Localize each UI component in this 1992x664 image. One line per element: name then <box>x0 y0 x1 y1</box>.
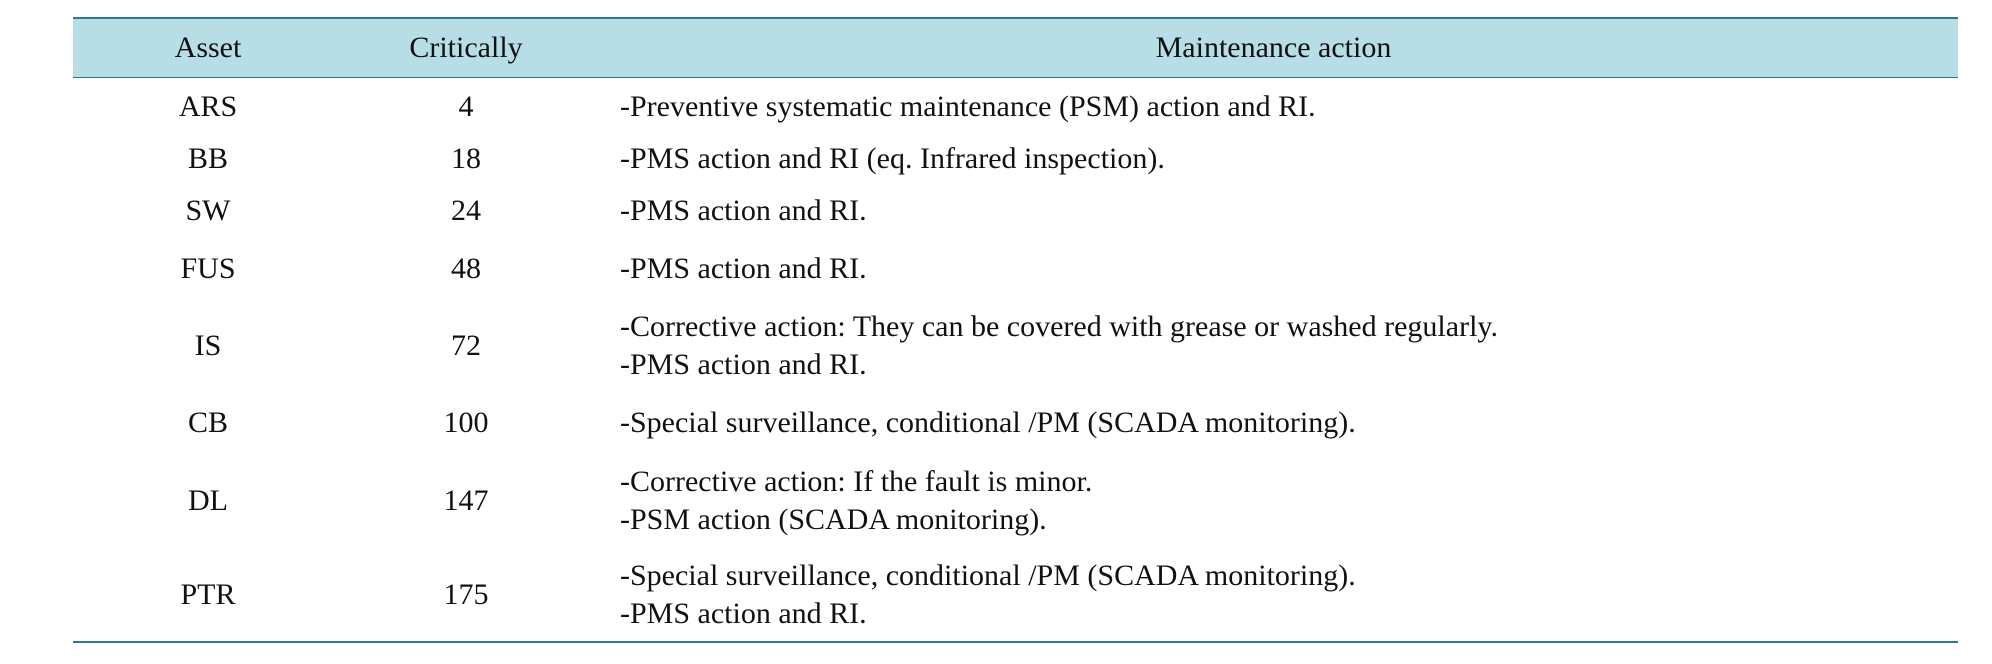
maintenance-table-wrapper <box>73 17 1958 643</box>
table-row <box>73 182 1958 240</box>
cell-action <box>589 394 1958 452</box>
table-row <box>73 452 1958 550</box>
header-asset: Asset <box>73 18 343 78</box>
cell-criticality: 48 <box>451 251 481 285</box>
action-line: -Special surveillance, conditional /PM (SCADA monitoring). <box>620 559 1356 592</box>
table-header <box>73 18 1958 78</box>
cell-criticality: 100 <box>443 405 489 439</box>
cell-action <box>589 298 1958 394</box>
table-row <box>73 394 1958 452</box>
cell-criticality: 24 <box>451 193 481 227</box>
table-row <box>73 78 1958 136</box>
cell-asset: SW <box>185 193 231 227</box>
cell-action <box>589 182 1958 240</box>
cell-criticality: 4 <box>458 89 474 123</box>
header-maintenance-action: Maintenance action <box>589 18 1958 78</box>
cell-asset: FUS <box>180 251 236 285</box>
cell-action <box>589 550 1958 642</box>
table-row <box>73 550 1958 642</box>
action-line: -PSM action (SCADA monitoring). <box>620 502 1047 536</box>
action-line: -Preventive systematic maintenance (PSM) action and RI. <box>620 89 1316 123</box>
cell-criticality: 72 <box>451 328 481 362</box>
cell-action <box>589 240 1958 298</box>
cell-asset: PTR <box>73 550 343 642</box>
action-line: -PMS action and RI. <box>620 347 867 381</box>
maintenance-table <box>73 17 1958 643</box>
cell-criticality: 18 <box>451 141 481 175</box>
cell-asset: BB <box>187 141 229 175</box>
action-line: -PMS action and RI. <box>620 193 867 227</box>
action-line: -PMS action and RI. <box>620 251 867 285</box>
cell-action <box>589 452 1958 550</box>
action-line: -Corrective action: If the fault is minor. <box>620 464 1093 498</box>
table-row <box>73 136 1958 182</box>
action-line: -PMS action and RI (eq. Infrared inspection). <box>620 141 1165 175</box>
table-body <box>73 78 1958 642</box>
cell-asset: ARS <box>178 89 238 123</box>
cell-criticality: 147 <box>443 483 489 517</box>
cell-asset: DL <box>188 483 228 517</box>
header-row <box>73 18 1958 78</box>
cell-action <box>589 136 1958 182</box>
table-row <box>73 298 1958 394</box>
action-line: -Special surveillance, conditional /PM (SCADA monitoring). <box>620 405 1356 439</box>
cell-asset: IS <box>194 328 222 362</box>
header-criticality: Critically <box>343 18 589 78</box>
action-line: -PMS action and RI. <box>620 597 867 630</box>
action-line: -Corrective action: They can be covered with grease or washed regularly. <box>620 309 1498 343</box>
table-row <box>73 240 1958 298</box>
cell-asset: CB <box>187 405 229 439</box>
cell-criticality: 175 <box>343 550 589 642</box>
cell-action <box>589 78 1958 136</box>
